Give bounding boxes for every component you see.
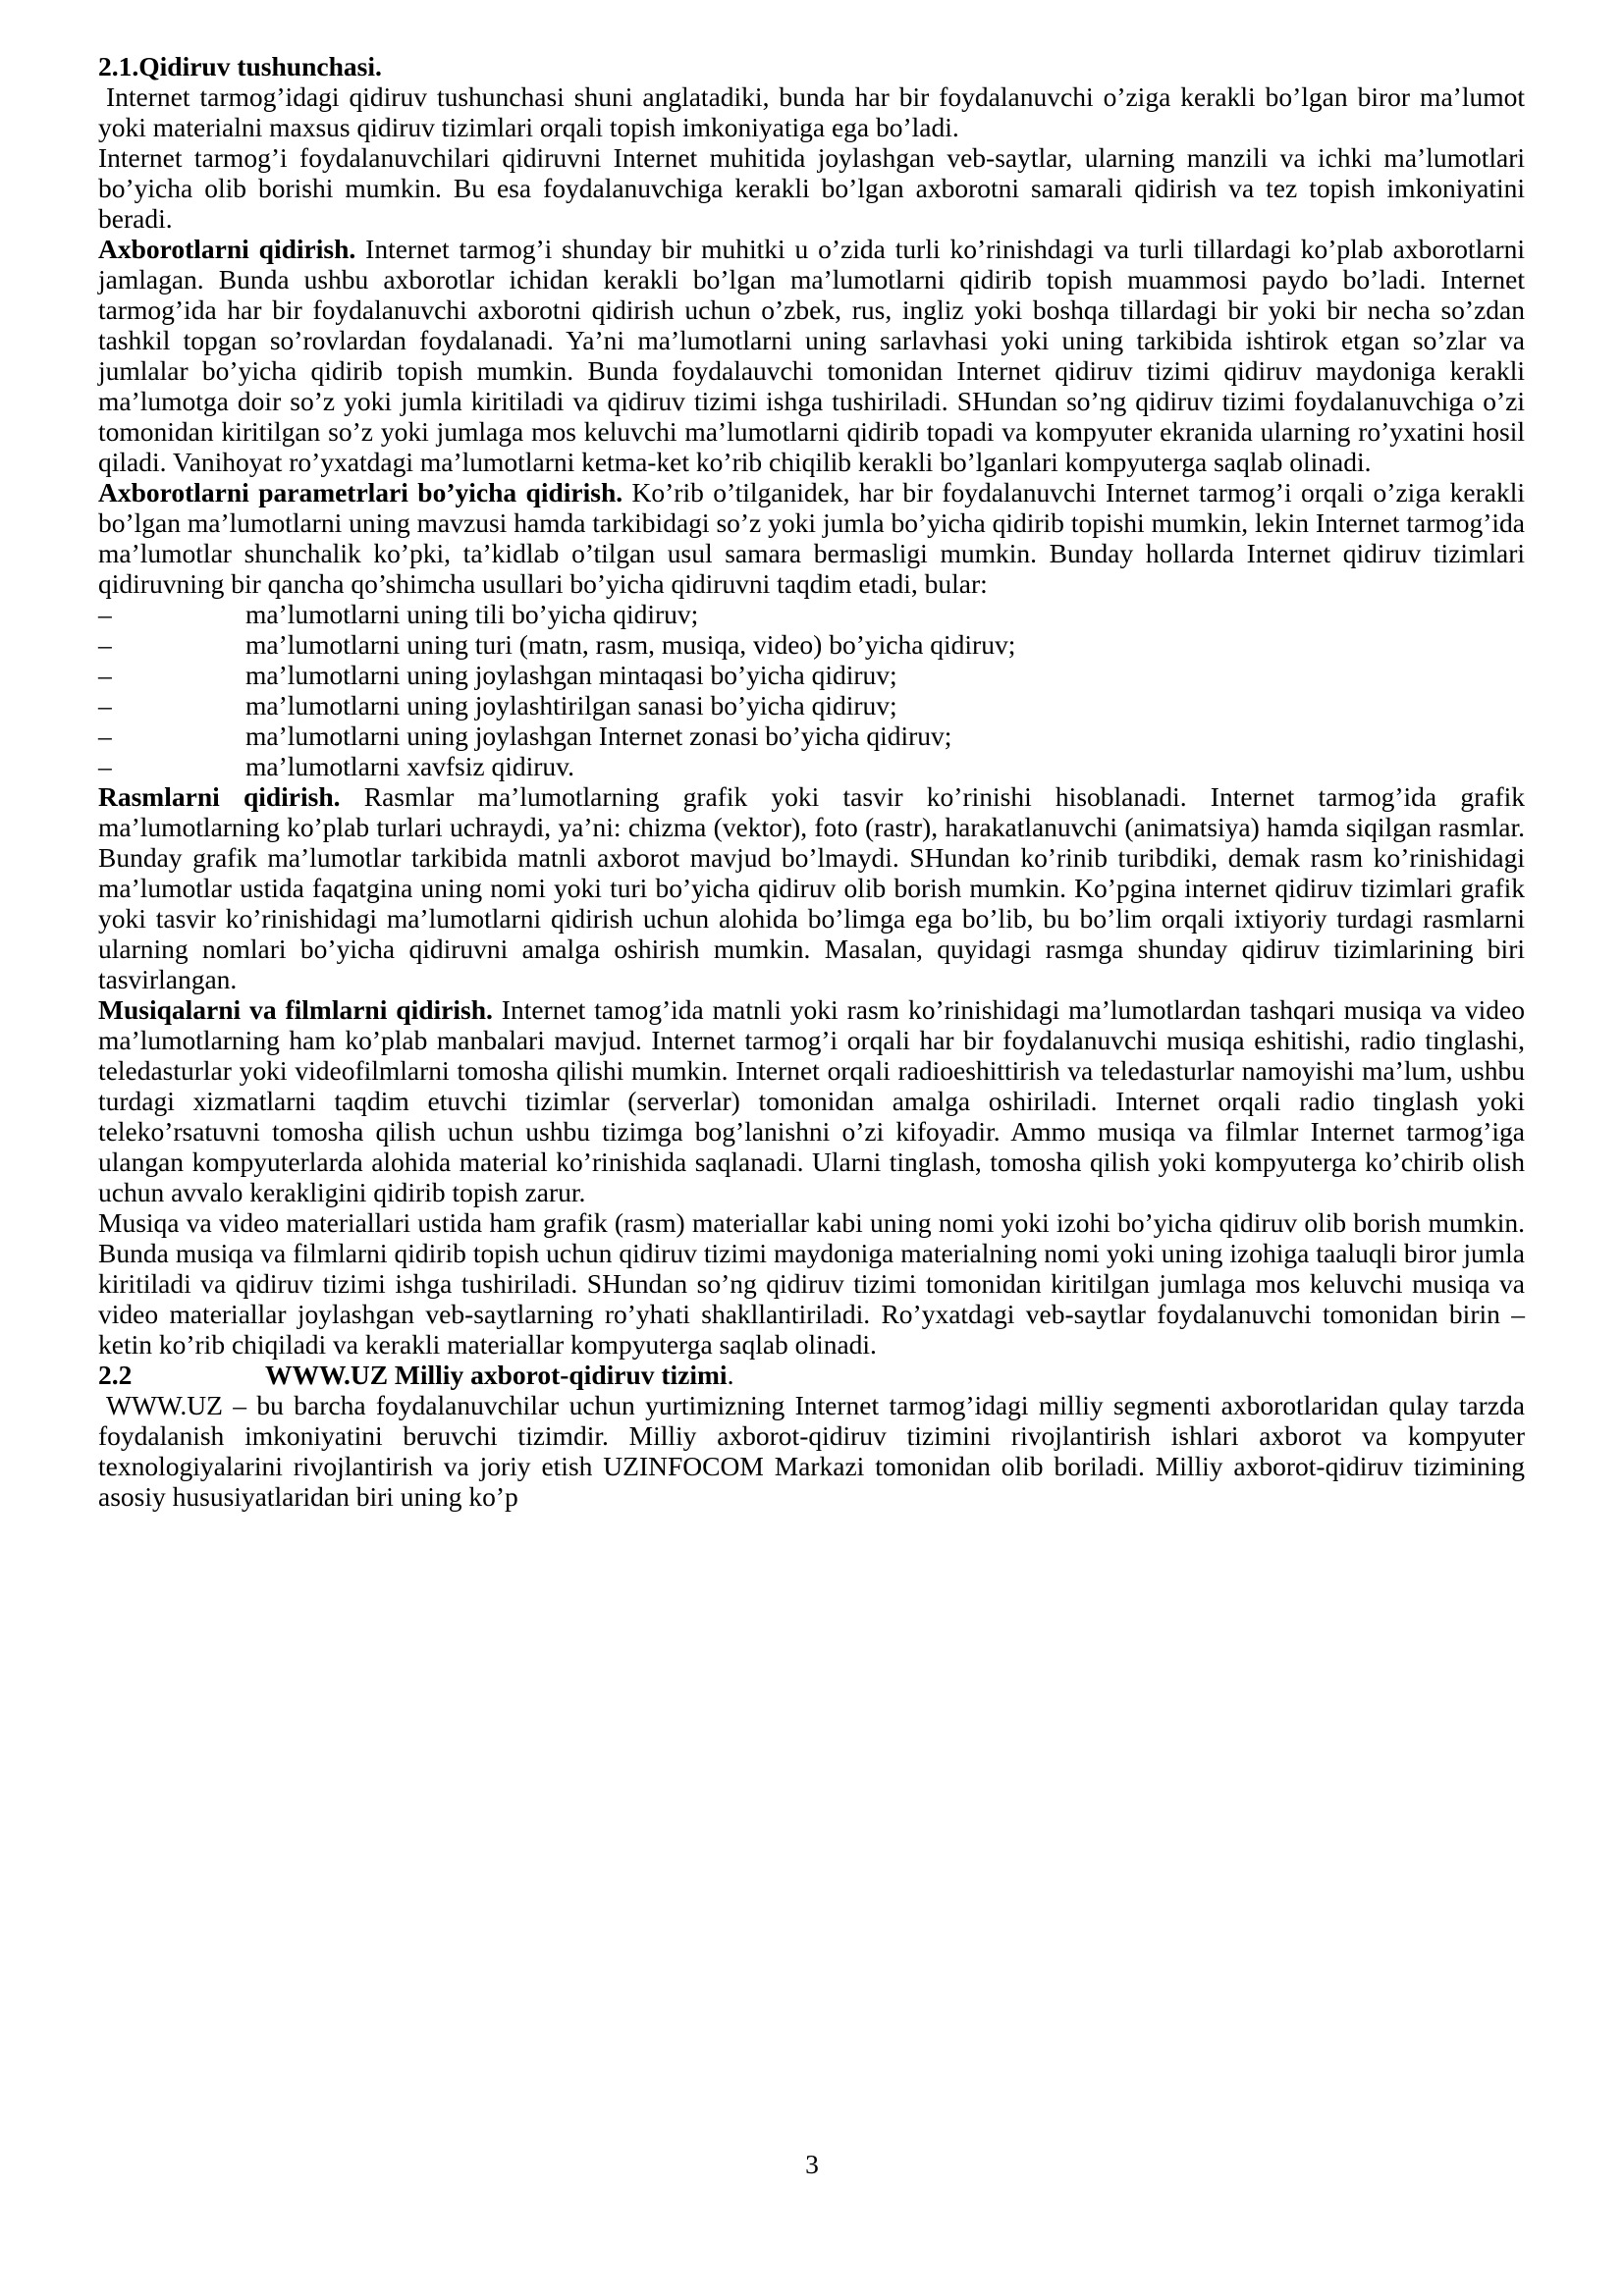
paragraph: Musiqa va video materiallari ustida ham grafik (rasm) materiallar kabi uning nomi yoki izohi bo’yicha qidiruv olib borish mumkin. Bunda musiqa va filmlarni qidirib topish uchun qidiruv tizimi maydoniga materialning nomi yoki uning izohiga taaluqli biror jumla kiritiladi va qidiruv tizimi ishga tushiriladi. SHundan so’ng qidiruv tizimi tomonidan kiritilgan jumlaga mos keluvchi musiqa va video materiallar joylashgan veb-saytlarning ro’yhati shakllantiriladi. Ro’yxatdagi veb-saytlar foydalanuvchi tomonidan birin – ketin ko’rib chiqiladi va kerakli materiallar kompyuterga saqlab olinadi.: [98, 1207, 1525, 1360]
paragraph: Internet tarmog’i foydalanuvchilari qidiruvni Internet muhitida joylashgan veb-saytlar, ularning manzili va ichki ma’lumotlari bo’yicha olib borishi mumkin. Bu esa foydalanuvchiga kerakli bo’lgan axborotni samarali qidirish va tez topish imkoniyatini beradi.: [98, 142, 1525, 234]
list-item: – ma’lumotlarni uning turi (matn, rasm, musiqa, video) bo’yicha qidiruv;: [98, 629, 1016, 660]
paragraph-heading: Axborotlarni qidirish.: [98, 234, 356, 264]
paragraph-heading: Axborotlarni parametrlari bo’yicha qidirish.: [98, 477, 623, 507]
search-options-list: [98, 599, 1525, 781]
paragraph: Rasmlarni qidirish. Rasmlar ma’lumotlarning grafik yoki tasvir ko’rinishi hisoblanadi. Internet tarmog’ida grafik ma’lumotlarning ko’plab turlari uchraydi, ya’ni: chizma (vektor), foto (rastr), harakatlanuvchi (animatsiya) hamda siqilgan rasmlar. Bunday grafik ma’lumotlar tarkibida matnli axborot mavjud bo’lmaydi. SHundan ko’rinib turibdiki, demak rasm ko’rinishidagi ma’lumotlar ustida faqatgina uning nomi yoki turi bo’yicha qidiruv olib borish mumkin. Ko’pgina internet qidiruv tizimlari grafik yoki tasvir ko’rinishidagi ma’lumotlarni qidirish uchun alohida bo’limga ega bo’lib, bu bo’lim orqali ixtiyoriy turdagi rasmlarni ularning nomlari bo’yicha qidiruvni amalga oshirish mumkin. Masalan, quyidagi rasmga shunday qidiruv tizimlarining biri tasvirlangan.: [98, 781, 1525, 994]
list-item: – ma’lumotlarni uning joylashgan mintaqasi bo’yicha qidiruv;: [98, 660, 897, 690]
paragraph-heading: Rasmlarni qidirish.: [98, 781, 341, 812]
paragraph: Internet tarmog’idagi qidiruv tushunchasi shuni anglatadiki, bunda har bir foydalanuvchi o’ziga kerakli bo’lgan biror ma’lumot yoki materialni maxsus qidiruv tizimlari orqali topish imkoniyatiga ega bo’ladi.: [98, 81, 1525, 142]
paragraph: Axborotlarni parametrlari bo’yicha qidirish. Ko’rib o’tilganidek, har bir foydalanuvchi Internet tarmog’i orqali o’ziga kerakli bo’lgan ma’lumotlarni uning mavzusi hamda tarkibidagi so’z yoki jumla bo’yicha qidirib topishi mumkin, lekin Internet tarmog’ida ma’lumotlar shunchalik ko’pki, ta’kidlab o’tilgan usul samara bermasligi mumkin. Bunday hollarda Internet qidiruv tizimlari qidiruvning bir qancha qo’shimcha usullari bo’yicha qidiruvni taqdim etadi, bular:: [98, 477, 1525, 599]
section-number: 2.2: [98, 1360, 133, 1390]
paragraph: WWW.UZ – bu barcha foydalanuvchilar uchun yurtimizning Internet tarmog’idagi milliy segmenti axborotlaridan qulay tarzda foydalanish imkoniyatini beruvchi tizimdir. Milliy axborot-qidiruv tizimini rivojlantirish ishlari axborot va kompyuter texnologiyalarini rivojlantirish va joriy etish UZINFOCOM Markazi tomonidan olib boriladi. Milliy axborot-qidiruv tizimining asosiy hususiyatlaridan biri uning ko’p: [98, 1390, 1525, 1512]
page-number: 3: [805, 2149, 819, 2179]
section-title: 2.2 WWW.UZ Milliy axborot-qidiruv tizimi.: [98, 1360, 734, 1390]
list-item: – ma’lumotlarni uning tili bo’yicha qidiruv;: [98, 599, 699, 629]
document-page: [98, 51, 1525, 1512]
paragraph: Musiqalarni va filmlarni qidirish. Internet tamog’ida matnli yoki rasm ko’rinishidagi ma’lumotlardan tashqari musiqa va video ma’lumotlarning ham ko’plab manbalari mavjud. Internet tarmog’i orqali har bir foydalanuvchi musiqa eshitishi, radio tinglashi, teledasturlar yoki videofilmlarni tomosha qilishi mumkin. Internet orqali radioeshittirish va teledasturlar namoyishi ma’lum, ushbu turdagi xizmatlarni taqdim etuvchi tizimlar (serverlar) tomonidan amalga oshiriladi. Internet orqali radio tinglash yoki teleko’rsatuvni tomosha qilish uchun ushbu tizimga bog’lanishni o’zi kifoyadir. Ammo musiqa va filmlar Internet tarmog’iga ulangan kompyuterlarda alohida material ko’rinishida saqlanadi. Ularni tinglash, tomosha qilish yoki kompyuterga ko’chirib olish uchun avvalo kerakligini qidirib topish zarur.: [98, 994, 1525, 1207]
section-title: 2.1.Qidiruv tushunchasi.: [98, 51, 382, 81]
list-item: – ma’lumotlarni uning joylashgan Internet zonasi bo’yicha qidiruv;: [98, 721, 952, 751]
list-item: – ma’lumotlarni xavfsiz qidiruv.: [98, 751, 575, 781]
paragraph-heading: Musiqalarni va filmlarni qidirish.: [98, 994, 493, 1025]
list-item: – ma’lumotlarni uning joylashtirilgan sanasi bo’yicha qidiruv;: [98, 690, 897, 721]
paragraph: Axborotlarni qidirish. Internet tarmog’i shunday bir muhitki u o’zida turli ko’rinishdagi va turli tillardagi ko’plab axborotlarni jamlagan. Bunda ushbu axborotlar ichidan kerakli bo’lgan ma’lumotlarni qidirib topish muammosi paydo bo’ladi. Internet tarmog’ida har bir foydalanuvchi axborotni qidirish uchun o’zbek, rus, ingliz yoki boshqa tillardagi bir yoki bir necha so’zdan tashkil topgan so’rovlardan foydalanadi. Ya’ni ma’lumotlarni uning sarlavhasi yoki uning tarkibida ishtirok etgan so’zlar va jumlalar bo’yicha qidirib topish mumkin. Bunda foydalauvchi tomonidan Internet qidiruv tizimi qidiruv maydoniga kerakli ma’lumotga doir so’z yoki jumla kiritiladi va qidiruv tizimi ishga tushiriladi. SHundan so’ng qidiruv tizimi foydalanuvchiga o’zi tomonidan kiritilgan so’z yoki jumlaga mos keluvchi ma’lumotlarni qidirib topadi va kompyuter ekranida ularning ro’yxatini hosil qiladi. Vanihoyat ro’yxatdagi ma’lumotlarni ketma-ket ko’rib chiqilib kerakli bo’lganlari kompyuterga saqlab olinadi.: [98, 234, 1526, 477]
